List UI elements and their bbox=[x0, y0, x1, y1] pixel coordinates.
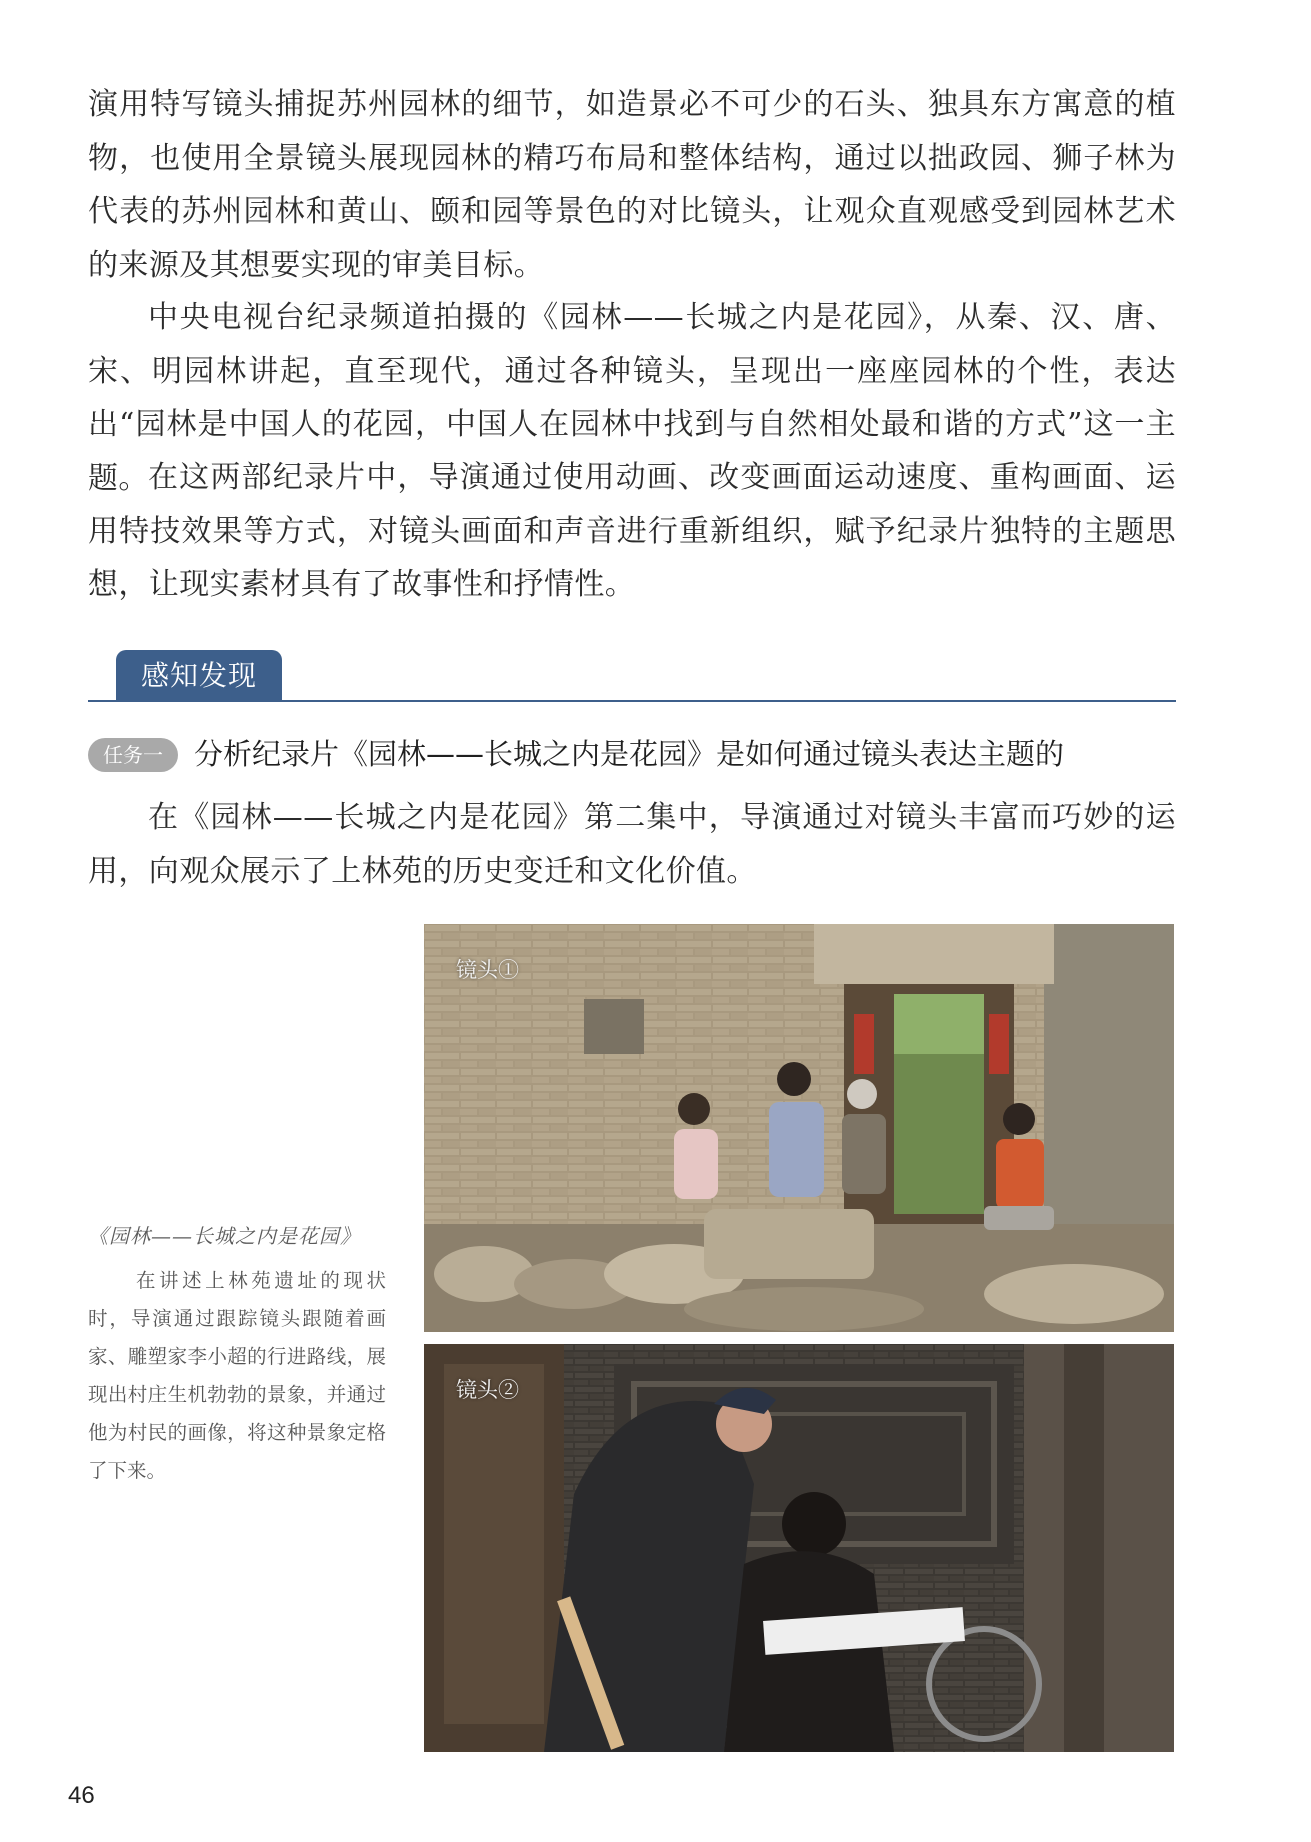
paragraph-2: 中央电视台纪录频道拍摄的《园林——长城之内是花园》，从秦、汉、唐、宋、明园林讲起，直至现代，通过各种镜头，呈现出一座座园林的个性，表达出“园林是中国人的花园，中国人在园林中找到与自然相处最和谐的方式”这一主题。 bbox=[88, 300, 1176, 496]
section-title: 感知发现 bbox=[116, 650, 282, 700]
task-badge: 任务一 bbox=[88, 738, 178, 772]
caption-body: 在讲述上林苑遗址的现状时，导演通过跟踪镜头跟随着画家、雕塑家李小超的行进路线，展现出村庄生机勃勃的景象，并通过他为村民的画像，将这种景象定格了下来。 bbox=[88, 1269, 386, 1482]
shot-1-label: 镜头① bbox=[456, 958, 519, 982]
task-title: 分析纪录片《园林——长城之内是花园》是如何通过镜头表达主题的 bbox=[194, 737, 1065, 771]
caption-title: 《园林——长城之内是花园》 bbox=[88, 1224, 361, 1248]
paragraph-1: 演用特写镜头捕捉苏州园林的细节，如造景必不可少的石头、独具东方寓意的植物，也使用全景镜头展现园林的精巧布局和整体结构，通过以拙政园、狮子林为代表的苏州园林和黄山、颐和园等景色的对比镜头，让观众直观感受到园林艺术的来源及其想要实现的审美目标。 bbox=[88, 87, 1176, 283]
shot-2-label: 镜头② bbox=[456, 1378, 519, 1402]
shot-2-photo bbox=[424, 1344, 1174, 1752]
task-intro: 在《园林——长城之内是花园》第二集中，导演通过对镜头丰富而巧妙的运用，向观众展示了上林苑的历史变迁和文化价值。 bbox=[88, 800, 1176, 889]
page-number: 46 bbox=[68, 1782, 95, 1809]
shot-1-photo bbox=[424, 924, 1174, 1332]
paragraph-3: 在这两部纪录片中，导演通过使用动画、改变画面运动速度、重构画面、运用特技效果等方式，对镜头画面和声音进行重新组织，赋予纪录片独特的主题思想，让现实素材具有了故事性和抒情性。 bbox=[88, 460, 1176, 602]
section-divider bbox=[88, 700, 1176, 702]
